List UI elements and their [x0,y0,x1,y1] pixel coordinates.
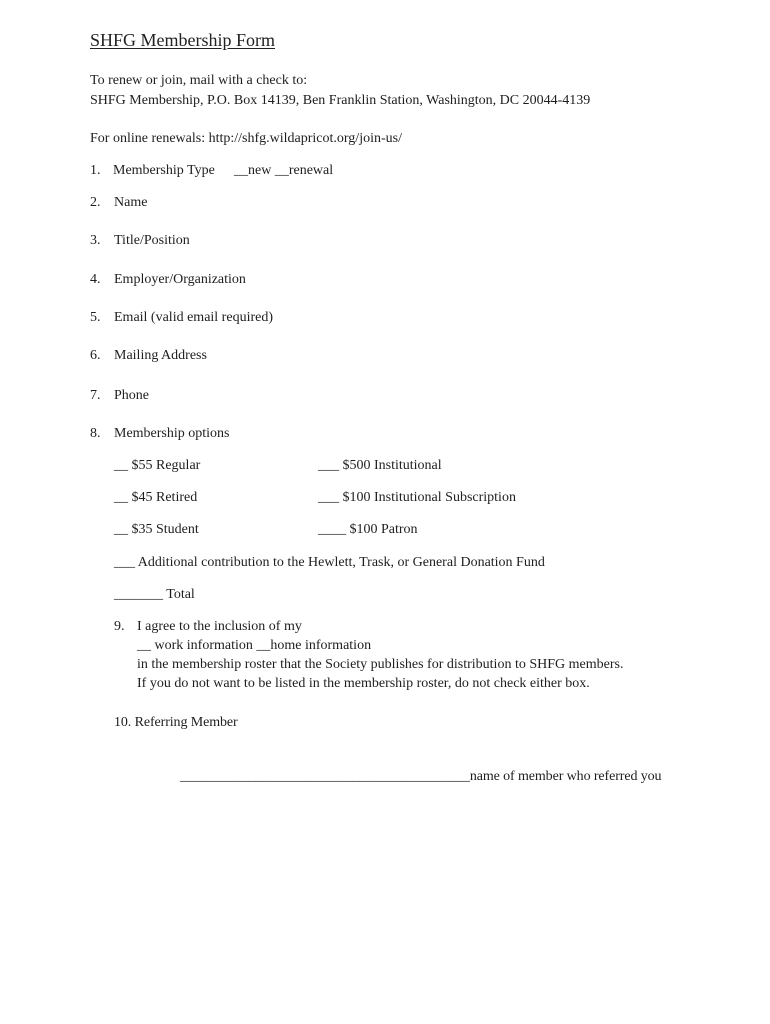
phone-label: Phone [114,388,149,403]
membership-type-label: Membership Type [113,163,215,178]
option-institutional[interactable]: ___ $500 Institutional [318,458,442,473]
option-institutional-subscription[interactable]: ___ $100 Institutional Subscription [318,490,516,505]
mail-instructions: To renew or join, mail with a check to: [90,73,308,88]
roster-optout-note: If you do not want to be listed in the membership roster, do not check either box. [137,676,590,691]
membership-type-choices[interactable]: __new __renewal [234,163,334,178]
item-number: 4. [90,272,101,287]
roster-explanation: in the membership roster that the Society publishes for distribution to SHFG members. [137,657,624,672]
employer-label: Employer/Organization [114,272,246,287]
membership-options-label: Membership options [114,426,230,441]
roster-consent-text: I agree to the inclusion of my [137,619,302,634]
additional-contribution[interactable]: ___ Additional contribution to the Hewlett, Trask, or General Donation Fund [114,555,545,570]
mailing-address-label: Mailing Address [114,348,207,363]
referring-member-hint: name of member who referred you [469,769,662,784]
referring-member-blank[interactable]: __________________________________________ [180,769,470,784]
email-label: Email (valid email required) [114,310,273,325]
item-number: 3. [90,233,101,248]
item-number: 7. [90,388,101,403]
option-retired[interactable]: __ $45 Retired [114,490,198,505]
item-number: 9. [114,619,125,634]
total-field[interactable]: _______ Total [114,587,195,602]
item-number: 1. [90,163,101,178]
item-number: 8. [90,426,101,441]
name-field-label: Name [114,195,148,210]
item-number: 6. [90,348,101,363]
page-title: SHFG Membership Form [90,30,276,50]
mailing-address: SHFG Membership, P.O. Box 14139, Ben Franklin Station, Washington, DC 20044-4139 [90,93,591,108]
option-student[interactable]: __ $35 Student [114,522,199,537]
title-position-label: Title/Position [114,233,190,248]
referring-member-field[interactable] [180,769,661,785]
referring-member-label: 10. Referring Member [114,715,238,730]
option-regular[interactable]: __ $55 Regular [114,458,201,473]
online-renewals-link[interactable]: For online renewals: http://shfg.wildapricot.org/join-us/ [90,131,402,146]
option-patron[interactable]: ____ $100 Patron [318,522,418,537]
item-number: 2. [90,195,101,210]
roster-info-choices[interactable]: __ work information __home information [137,638,372,653]
item-number: 5. [90,310,101,325]
